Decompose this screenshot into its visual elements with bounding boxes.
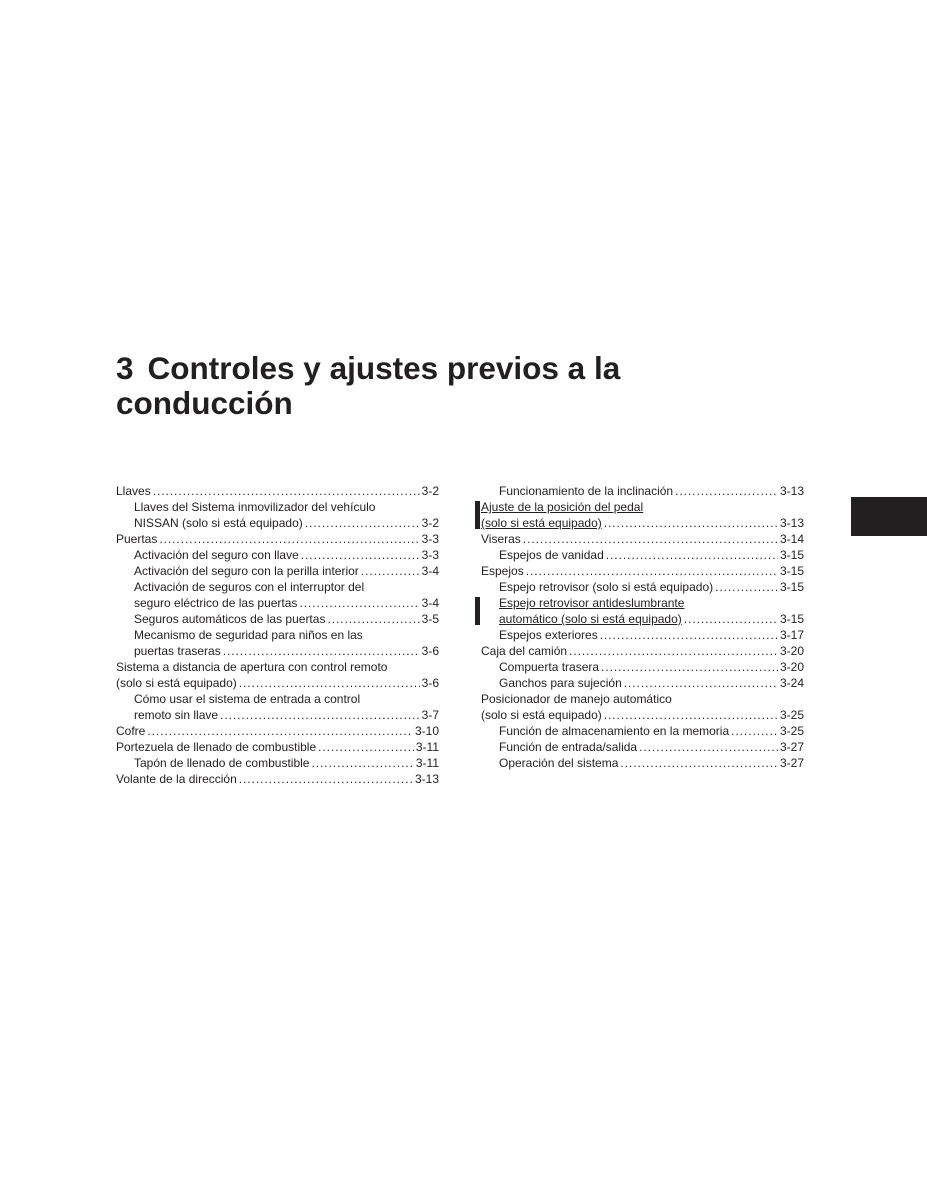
- toc-entry-title: Sistema a distancia de apertura con control remoto: [116, 660, 388, 674]
- toc-entry-title: Espejos de vanidad: [499, 548, 604, 562]
- toc-entry[interactable]: [116, 771, 439, 787]
- toc-entry-title: Llaves del Sistema inmovilizador del vehículo: [134, 500, 376, 514]
- toc-page-number: 3-25: [779, 724, 804, 738]
- dot-leader: [606, 547, 778, 563]
- dot-leader: [159, 531, 419, 547]
- toc-entry[interactable]: [481, 691, 804, 723]
- toc-entry-title: automático (solo si está equipado): [499, 612, 682, 626]
- dot-leader: [299, 595, 419, 611]
- toc-page-number: 3-25: [779, 708, 804, 722]
- dot-leader: [675, 483, 778, 499]
- toc-entry[interactable]: [116, 547, 439, 563]
- toc-page-number: 3-14: [779, 532, 804, 546]
- toc-entry-line: [481, 611, 804, 627]
- toc-entry[interactable]: [481, 483, 804, 499]
- toc-entry-line: [116, 691, 439, 707]
- toc-entry-title: remoto sin llave: [134, 708, 219, 722]
- toc-entry-line: [116, 531, 439, 547]
- toc-entry-line: [481, 723, 804, 739]
- toc-entry[interactable]: [116, 579, 439, 611]
- toc-entry-title: puertas traseras: [134, 644, 221, 658]
- toc-entry-title: Viseras: [481, 532, 521, 546]
- toc-entry-title: Activación del seguro con llave: [134, 548, 299, 562]
- toc-entry-title: Volante de la dirección: [116, 772, 237, 786]
- toc-page-number: 3-13: [779, 516, 804, 530]
- dot-leader: [147, 723, 413, 739]
- toc-entry[interactable]: [481, 579, 804, 595]
- toc-entry[interactable]: [116, 755, 439, 771]
- toc-entry-title: Cofre: [116, 724, 146, 738]
- toc-entry-title: Cómo usar el sistema de entrada a control: [134, 692, 361, 706]
- toc-page-number: 3-15: [779, 612, 804, 626]
- toc-entry-line: [116, 515, 439, 531]
- toc-page-number: 3-20: [779, 660, 804, 674]
- toc-entry[interactable]: [116, 659, 439, 691]
- dot-leader: [569, 643, 778, 659]
- toc-page-number: 3-13: [779, 484, 804, 498]
- dot-leader: [220, 707, 420, 723]
- toc-entry-title: Funcionamiento de la inclinación: [499, 484, 674, 498]
- toc-entry-title: Mecanismo de seguridad para niños en las: [134, 628, 363, 642]
- toc-entry-line: [116, 595, 439, 611]
- toc-entry-line: [481, 627, 804, 643]
- dot-leader: [526, 563, 778, 579]
- revision-bar: [475, 597, 480, 625]
- toc-entry-line: [481, 483, 804, 499]
- chapter-number: 3: [116, 350, 134, 386]
- toc-entry-title: Llaves: [116, 484, 151, 498]
- toc-entry[interactable]: [116, 691, 439, 723]
- toc-page-number: 3-11: [415, 756, 439, 770]
- toc-entry-line: [116, 627, 439, 643]
- toc-page-number: 3-4: [421, 596, 439, 610]
- dot-leader: [327, 611, 419, 627]
- toc-entry-line: [481, 515, 804, 531]
- toc-entry-line: [481, 563, 804, 579]
- toc-entry[interactable]: [481, 643, 804, 659]
- toc-page-number: 3-7: [421, 708, 439, 722]
- dot-leader: [715, 579, 778, 595]
- toc-entry-line: [481, 595, 804, 611]
- toc-page-number: 3-13: [414, 772, 439, 786]
- toc-page-number: 3-3: [421, 532, 439, 546]
- toc-entry-line: [116, 611, 439, 627]
- toc-page-number: 3-27: [779, 756, 804, 770]
- toc-page-number: 3-6: [421, 644, 439, 658]
- dot-leader: [601, 659, 778, 675]
- toc-entry-line: [481, 691, 804, 707]
- chapter-title-line-2: conducción: [116, 385, 293, 421]
- toc-entry-line: [116, 739, 439, 755]
- toc-entry-title: Seguros automáticos de las puertas: [134, 612, 326, 626]
- toc-entry-title: Puertas: [116, 532, 158, 546]
- toc-entry-line: [116, 563, 439, 579]
- dot-leader: [301, 547, 420, 563]
- toc-page-number: 3-15: [779, 564, 804, 578]
- toc-entry-title: (solo si está equipado): [481, 516, 602, 530]
- toc-right-column: [481, 483, 804, 771]
- toc-entry-line: [481, 547, 804, 563]
- toc-entry[interactable]: [481, 499, 804, 531]
- toc-entry-title: Compuerta trasera: [499, 660, 600, 674]
- dot-leader: [239, 771, 413, 787]
- toc-entry-line: [481, 499, 804, 515]
- toc-entry-line: [116, 771, 439, 787]
- toc-entry-line: [116, 723, 439, 739]
- toc-page-number: 3-11: [415, 740, 439, 754]
- toc-entry[interactable]: [116, 531, 439, 547]
- dot-leader: [639, 739, 778, 755]
- dot-leader: [361, 563, 420, 579]
- toc-entry-title: seguro eléctrico de las puertas: [134, 596, 298, 610]
- toc-entry-title: (solo si está equipado): [481, 708, 602, 722]
- chapter-title-line-1: [116, 351, 716, 386]
- toc-entry-title: Tapón de llenado de combustible: [134, 756, 310, 770]
- toc-page-number: 3-24: [779, 676, 804, 690]
- toc-entry[interactable]: [116, 611, 439, 627]
- toc-entry[interactable]: [116, 723, 439, 739]
- toc-page-number: 3-4: [421, 564, 439, 578]
- toc-page-number: 3-2: [421, 484, 439, 498]
- toc-entry-line: [481, 739, 804, 755]
- toc-entry-title: Función de almacenamiento en la memoria: [499, 724, 730, 738]
- toc-entry[interactable]: [481, 755, 804, 771]
- dot-leader: [318, 739, 414, 755]
- toc-entry-title: Espejo retrovisor (solo si está equipado): [499, 580, 714, 594]
- toc-page-number: 3-15: [779, 580, 804, 594]
- chapter-title: [116, 351, 716, 421]
- toc-entry-line: [481, 643, 804, 659]
- toc-entry[interactable]: [481, 659, 804, 675]
- toc-entry-title: Espejo retrovisor antideslumbrante: [499, 596, 685, 610]
- toc-entry-title: Operación del sistema: [499, 756, 619, 770]
- chapter-thumb-tab: [851, 497, 927, 536]
- dot-leader: [523, 531, 778, 547]
- toc-entry-line: [116, 675, 439, 691]
- dot-leader: [604, 707, 778, 723]
- dot-leader: [604, 515, 778, 531]
- dot-leader: [223, 643, 420, 659]
- toc-entry-title: Caja del camión: [481, 644, 568, 658]
- toc-entry-title: Portezuela de llenado de combustible: [116, 740, 317, 754]
- toc-entry[interactable]: [481, 675, 804, 691]
- toc-entry[interactable]: [481, 547, 804, 563]
- toc-entry-title: Función de entrada/salida: [499, 740, 638, 754]
- toc-entry-line: [116, 659, 439, 675]
- toc-page-number: 3-6: [421, 676, 439, 690]
- toc-page-number: 3-5: [421, 612, 439, 626]
- dot-leader: [311, 755, 413, 771]
- dot-leader: [153, 483, 420, 499]
- toc-entry-line: [481, 531, 804, 547]
- toc-entry[interactable]: [481, 563, 804, 579]
- toc-left-column: [116, 483, 439, 787]
- dot-leader: [731, 723, 778, 739]
- toc-entry[interactable]: [481, 531, 804, 547]
- toc-page-number: 3-27: [779, 740, 804, 754]
- toc-entry-title: Activación del seguro con la perilla interior: [134, 564, 359, 578]
- toc-entry-title: NISSAN (solo si está equipado): [134, 516, 303, 530]
- toc-entry-title: Ganchos para sujeción: [499, 676, 622, 690]
- toc-entry[interactable]: [116, 499, 439, 531]
- toc-page-number: 3-20: [779, 644, 804, 658]
- toc-entry[interactable]: [116, 627, 439, 659]
- toc-entry[interactable]: [116, 563, 439, 579]
- toc-entry-line: [116, 483, 439, 499]
- toc-entry-line: [116, 707, 439, 723]
- toc-entry-line: [116, 547, 439, 563]
- toc-entry-line: [481, 707, 804, 723]
- toc-entry[interactable]: [116, 739, 439, 755]
- dot-leader: [305, 515, 420, 531]
- toc-page-number: 3-10: [414, 724, 439, 738]
- toc-entry-line: [116, 499, 439, 515]
- toc-entry-title: (solo si está equipado): [116, 676, 237, 690]
- toc-page-number: 3-2: [421, 516, 439, 530]
- toc-entry-title: Espejos: [481, 564, 524, 578]
- toc-entry[interactable]: [481, 723, 804, 739]
- revision-bar: [475, 501, 480, 529]
- toc-entry-title: Activación de seguros con el interruptor del: [134, 580, 365, 594]
- dot-leader: [239, 675, 420, 691]
- dot-leader: [624, 675, 778, 691]
- toc-entry-title: Ajuste de la posición del pedal: [481, 500, 644, 514]
- chapter-title-text: Controles y ajustes previos a la: [147, 350, 621, 386]
- toc-page-number: 3-17: [779, 628, 804, 642]
- toc-entry-line: [481, 659, 804, 675]
- toc-entry-line: [481, 675, 804, 691]
- toc-entry-title: Espejos exteriores: [499, 628, 598, 642]
- toc-page-number: 3-15: [779, 548, 804, 562]
- toc-page-number: 3-3: [421, 548, 439, 562]
- toc-entry-line: [116, 755, 439, 771]
- toc-entry[interactable]: [116, 483, 439, 499]
- dot-leader: [620, 755, 778, 771]
- toc-entry-title: Posicionador de manejo automático: [481, 692, 672, 706]
- dot-leader: [684, 611, 778, 627]
- toc-entry-line: [116, 643, 439, 659]
- dot-leader: [600, 627, 778, 643]
- toc-entry-line: [481, 755, 804, 771]
- toc-entry[interactable]: [481, 595, 804, 627]
- toc-entry-line: [116, 579, 439, 595]
- toc-entry-line: [481, 579, 804, 595]
- toc-entry[interactable]: [481, 627, 804, 643]
- toc-entry[interactable]: [481, 739, 804, 755]
